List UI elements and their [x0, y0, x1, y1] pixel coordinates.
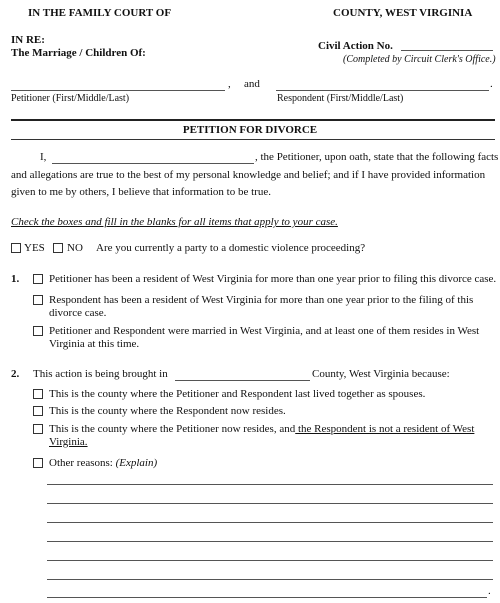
s2-option2-text: This is the county where the Respondent now resides.	[49, 405, 286, 417]
petitioner-oath-name-field[interactable]	[52, 163, 254, 164]
s2-option3-part-b: the Respondent is not a resident of West	[295, 423, 475, 435]
section-1-number: 1.	[11, 273, 20, 285]
explain-line-2[interactable]	[47, 503, 493, 504]
county-field[interactable]	[175, 380, 310, 381]
title-rule-bottom	[11, 139, 495, 140]
intro-line1-tail: , the Petitioner, upon oath, state that the following facts	[255, 151, 499, 163]
s2-option1-text: This is the county where the Petitioner and Respondent last lived together as spouses.	[49, 388, 426, 400]
instructions-text: Check the boxes and fill in the blanks for all items that apply to your case.	[11, 216, 338, 228]
dv-yes-checkbox[interactable]	[11, 243, 21, 253]
explain-line-4[interactable]	[47, 541, 493, 542]
period-mark: .	[490, 78, 493, 90]
s2-option4-text	[49, 457, 157, 469]
s2-option3-part-a: This is the county where the Petitioner now resides, and	[49, 423, 296, 435]
intro-i: I,	[40, 151, 47, 163]
s1-option3-line1: Petitioner and Respondent were married in West Virginia, and at least one of them resides in West	[49, 325, 480, 337]
intro-line2: and allegations are true to the best of my personal knowledge and belief; and if I have provided information	[11, 169, 486, 181]
explain-line-7[interactable]	[47, 597, 487, 598]
s2-option2-checkbox[interactable]	[33, 406, 43, 416]
end-period-mark: .	[488, 585, 491, 597]
explain-line-6[interactable]	[47, 579, 493, 580]
respondent-label: Respondent (First/Middle/Last)	[277, 93, 404, 104]
civil-action-label: Civil Action No.	[318, 40, 393, 52]
court-heading-left: IN THE FAMILY COURT OF	[28, 7, 172, 19]
s1-option3-checkbox[interactable]	[33, 326, 43, 336]
dv-yes-label: YES	[24, 242, 45, 254]
civil-action-field[interactable]	[401, 50, 493, 51]
s2-lead-text: This action is being brought in	[33, 368, 168, 380]
s1-option2-line1: Respondent has been a resident of West Virginia for more than one year prior to the filing of this	[49, 294, 474, 306]
court-heading-right: COUNTY, WEST VIRGINIA	[333, 7, 473, 19]
dv-no-checkbox[interactable]	[53, 243, 63, 253]
explain-line-1[interactable]	[47, 484, 493, 485]
s1-option2-checkbox[interactable]	[33, 295, 43, 305]
s2-tail-text: County, West Virginia because:	[312, 368, 450, 380]
dv-no-label: NO	[67, 242, 83, 254]
s2-option3-line2: Virginia.	[49, 436, 88, 448]
intro-line3: given to me by others, I believe that information to be true.	[11, 186, 271, 198]
s1-option3-line2: Virginia at this time.	[49, 338, 140, 350]
marriage-label: The Marriage / Children Of:	[11, 47, 146, 59]
petitioner-name-field[interactable]	[11, 90, 225, 91]
s2-option3-checkbox[interactable]	[33, 424, 43, 434]
s2-option4-checkbox[interactable]	[33, 458, 43, 468]
dv-question: Are you currently a party to a domestic violence proceeding?	[96, 242, 366, 254]
comma-mark: ,	[228, 78, 231, 90]
s1-option1-text: Petitioner has been a resident of West Virginia for more than one year prior to filing this divorce case.	[49, 273, 497, 285]
petitioner-label: Petitioner (First/Middle/Last)	[11, 93, 130, 104]
page-title: PETITION FOR DIVORCE	[182, 124, 318, 136]
explain-line-3[interactable]	[47, 522, 493, 523]
title-rule-top	[11, 119, 495, 121]
s1-option1-checkbox[interactable]	[33, 274, 43, 284]
s1-option2-line2: divorce case.	[49, 307, 107, 319]
s2-explain-label: (Explain)	[115, 457, 158, 469]
explain-line-5[interactable]	[47, 560, 493, 561]
s2-option3-line1	[49, 423, 474, 435]
in-re-label: IN RE:	[11, 34, 45, 46]
respondent-name-field[interactable]	[276, 90, 489, 91]
section-2-number: 2.	[11, 368, 20, 380]
s2-option1-checkbox[interactable]	[33, 389, 43, 399]
completed-by-note: (Completed by Circuit Clerk's Office.)	[343, 54, 496, 65]
s2-other-reasons-label: Other reasons:	[49, 457, 113, 469]
and-label: and	[244, 78, 260, 90]
